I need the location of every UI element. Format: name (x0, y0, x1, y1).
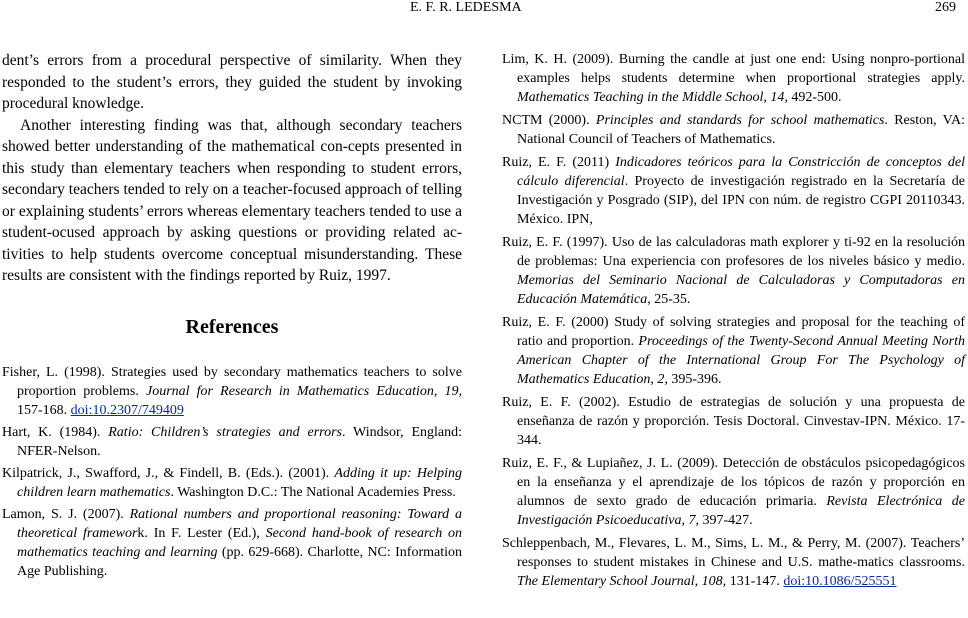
right-column (502, 50, 965, 595)
reference-entry: Ruiz, E. F., & Lupiañez, J. L. (2009). Detección de obstáculos psicopedagógicos en la enseñanza y el aprendizaje de los tópicos de razón y proporción en alumnos de sexto grado de educación primaria. Revista Electrónica de Investigación Psicoeducativa, 7, 397-427. (502, 456, 965, 528)
page-number: 269 (935, 0, 956, 15)
doi-link[interactable]: doi:10.1086/525551 (783, 574, 897, 589)
reference-entry: Ruiz, E. F. (2011) Indicadores teóricos para la Constricción de conceptos del cálculo diferencial. Proyecto de investigación registrado en la Secretaría de Investigación y Posgrado (SIP), del IPN con núm. de registro CGPI 20110343. México. IPN, (502, 155, 965, 227)
running-header-title: E. F. R. LEDESMA (410, 0, 522, 15)
body-paragraph: dent’s errors from a procedural perspective of similarity. When they responded to the student’s errors, they guided the student by invoking procedural knowledge. (2, 52, 462, 112)
reference-entry: Lim, K. H. (2009). Burning the candle at just one end: Using nonpro-portional examples helps students determine when proportional strategies apply. Mathematics Teaching in the Middle School, 14, 492-500. (502, 52, 965, 105)
references-heading: References (185, 315, 279, 338)
reference-entry: Fisher, L. (1998). Strategies used by secondary mathematics teachers to solve proportion problems. Journal for Research in Mathematics Education, 19, 157-168. doi:10.2307/749409 (2, 364, 462, 418)
reference-entry: Lamon, S. J. (2007). Rational numbers and proportional reasoning: Toward a theoretical framework. In F. Lester (Ed.), Second hand-book of research on mathematics teaching and learning (pp. 629-668). Charlotte, NC: Information Age Publishing. (2, 506, 463, 579)
reference-entry: Ruiz, E. F. (1997). Uso de las calculadoras math explorer y ti-92 en la resolución de problemas: Una experiencia con profesores de los niveles básico y medio. Memorias del Seminario Nacional de Calculadoras y Computadoras en Educación Matemática, 25-35. (502, 235, 965, 307)
reference-entry: Ruiz, E. F. (2000) Study of solving strategies and proposal for the teaching of ratio and proportion. Proceedings of the Twenty-Second Annual Meeting North American Chapter of the International Group For The Psychology of Mathematics Education, 2, 395-396. (502, 315, 965, 387)
body-paragraph: Another interesting finding was that, although secondary teachers showed better understanding of the mathematical con-cepts presented in this study than elementary teachers when responding to student errors, secondary teachers tended to rely on a teacher-focused approach of telling or explaining students’ errors whereas elementary teachers tended to use a student-ocused approach by asking questions or providing related ac-tivities to help students overcome conceptual misunderstanding. These results are consistent with the findings reported by Ruiz, 1997. (2, 116, 462, 284)
reference-entry: NCTM (2000). Principles and standards for school mathematics. Reston, VA: National Council of Teachers of Mathematics. (502, 113, 965, 147)
left-column (2, 50, 462, 584)
doi-link[interactable]: doi:10.2307/749409 (70, 402, 184, 418)
reference-entry: Schleppenbach, M., Flevares, L. M., Sims, L. M., & Perry, M. (2007). Teachers’ responses to student mistakes in Chinese and U.S. mathe-matics classrooms. The Elementary School Journal, 108, 131-147. doi:10.1086/525551 (502, 536, 965, 589)
reference-entry: Kilpatrick, J., Swafford, J., & Findell, B. (Eds.). (2001). Adding it up: Helping children learn mathematics. Washington D.C.: The National Academies Press. (2, 465, 462, 500)
reference-entry: Hart, K. (1984). Ratio: Children’s strategies and errors. Windsor, England: NFER-Nelson. (2, 424, 462, 459)
running-header (0, 0, 968, 16)
reference-entry: Ruiz, E. F. (2002). Estudio de estrategias de solución y una propuesta de enseñanza de razón y proporción. Tesis Doctoral. Cinvestav-IPN. México. 17-344. (502, 395, 965, 448)
